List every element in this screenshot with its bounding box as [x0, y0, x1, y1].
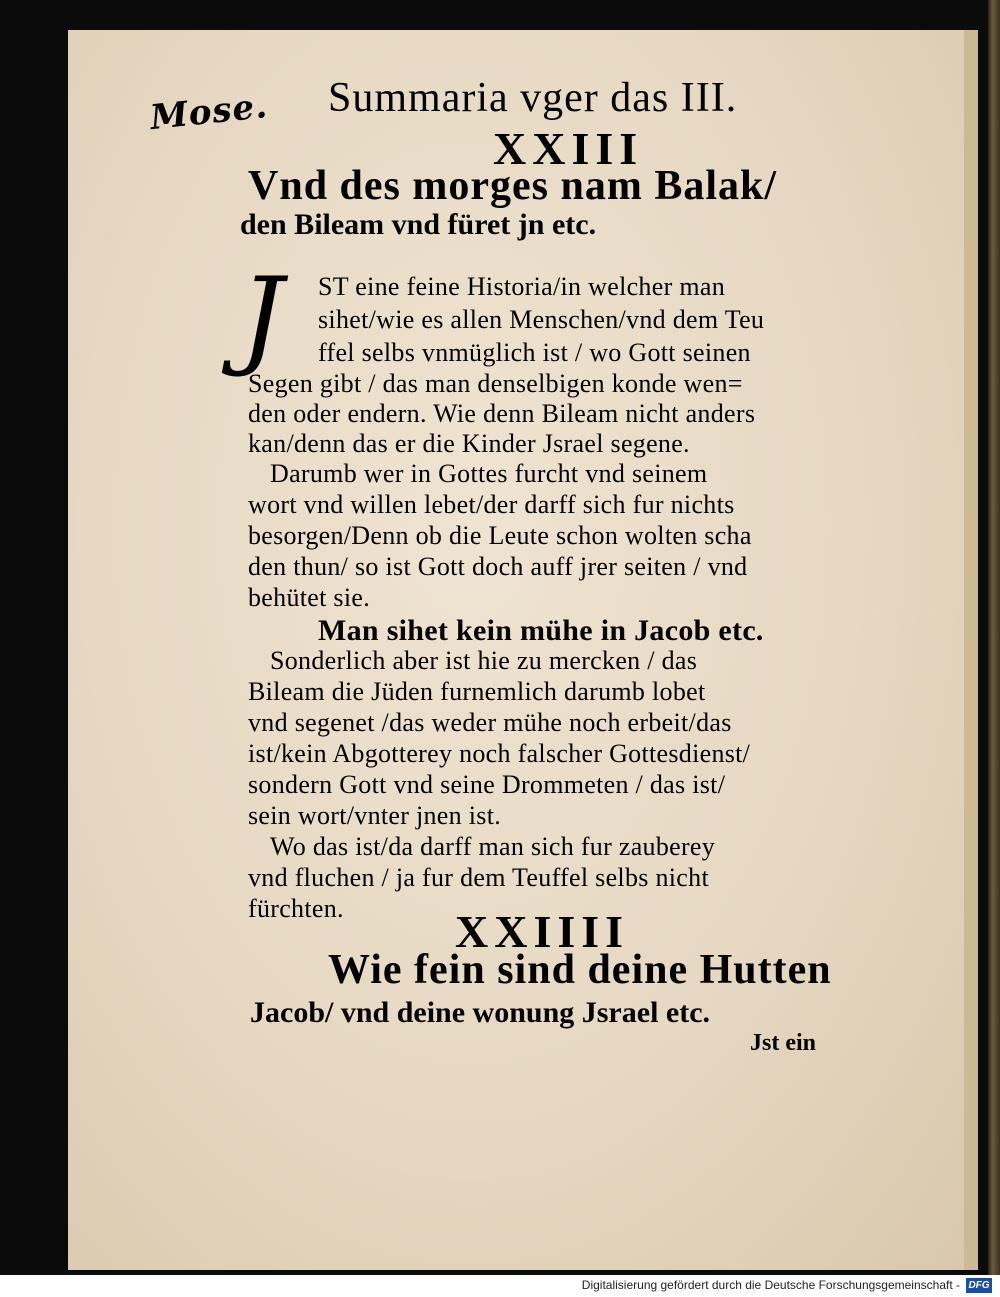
body-line: den thun/ so ist Gott doch auff jrer seiten / vnd: [248, 552, 748, 581]
chapter-24-verse-line2: Jacob/ vnd deine wonung Jsrael etc.: [250, 996, 711, 1029]
body-line: den oder endern. Wie denn Bileam nicht anders: [248, 399, 756, 428]
book-binding-edge: [988, 0, 1000, 1275]
body-line: Sonderlich aber ist hie zu mercken / das: [270, 646, 698, 675]
body-line: fürchten.: [248, 894, 344, 923]
body-line: vnd fluchen / ja fur dem Teuffel selbs nicht: [248, 863, 709, 892]
chapter-24-number: XXIIII: [455, 906, 630, 957]
chapter-23-verse-line1: Vnd des morges nam Balak/: [248, 163, 778, 209]
body-line: ST eine feine Historia/in welcher man: [318, 272, 725, 301]
body-line: Wo das ist/da darff man sich fur zauberey: [270, 832, 716, 861]
body-line: vnd segenet /das weder mühe noch erbeit/das: [248, 708, 732, 737]
body-line: behütet sie.: [248, 583, 371, 612]
body-line: besorgen/Denn ob die Leute schon wolten scha: [248, 521, 752, 550]
chapter-24-verse-line1: Wie fein sind deine Hutten: [328, 947, 832, 993]
body-line: ffel selbs vnmüglich ist / wo Gott seinen: [318, 338, 751, 367]
body-line: wort vnd willen lebet/der darff sich fur nichts: [248, 490, 735, 519]
marginal-note: Mose.: [148, 85, 270, 139]
catchword: Jst ein: [750, 1030, 816, 1056]
chapter-23-verse-line2: den Bileam vnd füret jn etc.: [240, 208, 597, 241]
footer-bar: [0, 1275, 1000, 1297]
body-line: Segen gibt / das man denselbigen konde wen=: [248, 369, 743, 398]
body-line: Bileam die Jüden furnemlich darumb lobet: [248, 677, 706, 706]
body-line: sondern Gott vnd seine Drommeten / das ist/: [248, 770, 726, 799]
body-line-emphasis: Man sihet kein mühe in Jacob etc.: [318, 614, 764, 647]
body-line: sihet/wie es allen Menschen/vnd dem Teu: [318, 305, 765, 334]
body-line: kan/denn das er die Kinder Jsrael segene.: [248, 429, 690, 458]
body-line: sein wort/vnter jnen ist.: [248, 801, 502, 830]
running-head: Summaria vger das III.: [328, 75, 738, 121]
drop-cap: J: [240, 255, 284, 380]
body-line: ist/kein Abgotterey noch falscher Gottesdienst/: [248, 739, 751, 768]
chapter-23-number: XXIII: [493, 123, 644, 174]
body-line: Darumb wer in Gottes furcht vnd seinem: [270, 459, 708, 488]
footer-credit: Digitalisierung gefördert durch die Deutsche Forschungsgemeinschaft -: [581, 1278, 960, 1292]
dfg-logo-icon: DFG: [966, 1278, 992, 1293]
